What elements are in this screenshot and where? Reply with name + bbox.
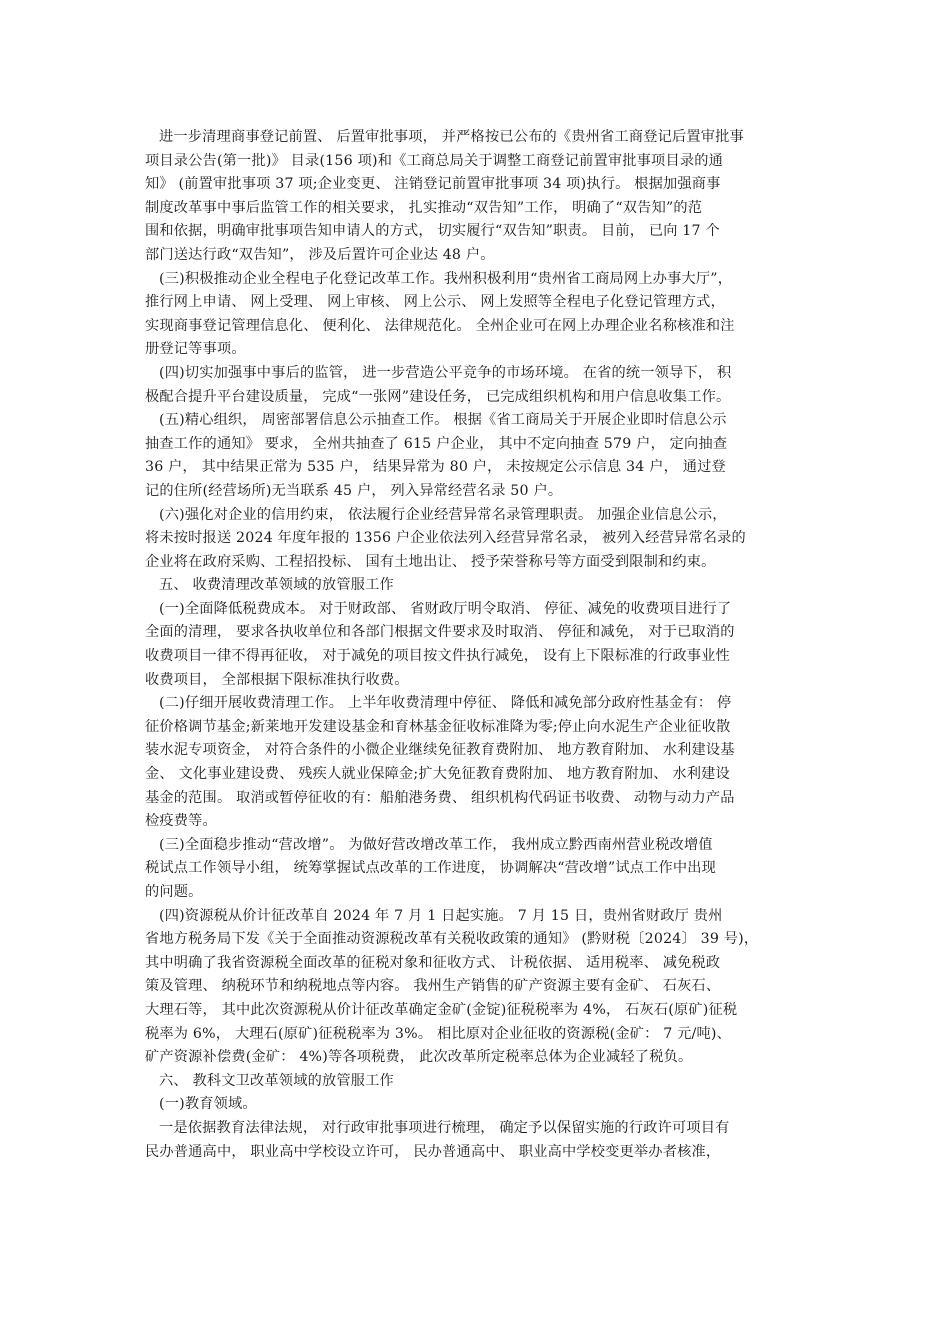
paragraph [145, 598, 811, 692]
text-line: 税率为 6%， 大理石(原矿)征税税率为 3%。 相比原对企业征收的资源税(金矿： 7 元/吨)、 [145, 1025, 732, 1042]
text-line: (二)仔细开展收费清理工作。 上半年收费清理中停征、 降低和减免部分政府性基金有： 停 [159, 695, 732, 712]
text-line: 矿产资源补偿费(金矿： 4%)等各项税费， 此次改革所定税率总体为企业减轻了税负。 [145, 1049, 693, 1066]
text-line: 税试点工作领导小组， 统筹掌握试点改革的工作进度， 协调解决“营改增”试点工作中出现 [145, 860, 717, 877]
text-line: 推行网上申请、 网上受理、 网上审核、 网上公示、 网上发照等全程电子化登记管理方式， [145, 294, 725, 311]
text-line: 装水泥专项资金， 对符合条件的小微企业继续免征教育费附加、 地方教育附加、 水利建设基 [145, 742, 735, 759]
paragraph [145, 1070, 811, 1094]
text-line: (一)全面降低税费成本。 对于财政部、 省财政厅明令取消、 停征、减免的收费项目进行了 [159, 600, 732, 617]
text-line: 收费项目， 全部根据下限标准执行收费。 [145, 671, 409, 688]
text-line: (三)积极推动企业全程电子化登记改革工作。我州积极利用“贵州省工商局网上办事大厅”， [159, 270, 733, 287]
text-line: 民办普通高中， 职业高中学校设立许可， 民办普通高中、 职业高中学校变更举办者核准， [145, 1143, 721, 1160]
paragraph [145, 1093, 811, 1117]
text-line: 抽查工作的通知》 要求， 全州共抽查了 615 户企业， 其中不定向抽查 579 户， 定向抽查 [145, 435, 728, 452]
text-line: 一是依据教育法律法规， 对行政审批事项进行梳理， 确定予以保留实施的行政许可项目有 [159, 1119, 730, 1136]
text-line: 收费项目一律不得再征收， 对于减免的项目按文件执行减免， 设有上下限标准的行政事业性 [145, 648, 730, 665]
text-line: 将未按时报送 2024 年度年报的 1356 户企业依法列入经营异常名录， 被列入经营异常名录的 [145, 530, 746, 547]
text-line: 检疫费等。 [145, 813, 217, 830]
text-line: 征价格调节基金;新莱地开发建设基金和育林基金征收标准降为零;停止向水泥生产企业征收散 [145, 718, 731, 735]
paragraph [145, 905, 811, 1070]
text-line: 其中明确了我省资源税全面改革的征税对象和征收方式、 计税依据、 适用税率、 减免税政 [145, 954, 721, 971]
text-line: 知》 (前置审批事项 37 项;企业变更、 注销登记前置审批事项 34 项)执行。 根据加强商事 [145, 176, 721, 193]
text-line: 项目录公告(第一批)》 目录(156 项)和《工商总局关于调整工商登记前置审批事项目录的通 [145, 152, 723, 169]
paragraph [145, 362, 811, 409]
text-line: 进一步清理商事登记前置、 后置审批事项， 并严格按已公布的《贵州省工商登记后置审批事 [159, 129, 744, 145]
paragraph [145, 574, 811, 598]
text-line: 六、 教科文卫改革领域的放管服工作 [159, 1072, 394, 1089]
paragraph [145, 692, 811, 834]
text-line: 金、 文化事业建设费、 残疾人就业保障金;扩大免征教育费附加、 地方教育附加、 水利建设 [145, 766, 730, 783]
text-line: 大理石等， 其中此次资源税从价计征改革确定金矿(金锭)征税税率为 4%， 石灰石(原矿)征税 [145, 1001, 738, 1018]
text-line: 制度改革事中事后监管工作的相关要求， 扎实推动“双告知”工作， 明确了“双告知”的范 [145, 199, 703, 216]
text-line: 36 户， 其中结果正常为 535 户， 结果异常为 80 户， 未按规定公示信息 34 户， 通过登 [145, 459, 726, 476]
text-line: 企业将在政府采购、工程招投标、 国有土地出让、 授予荣誉称号等方面受到限制和约束。 [145, 553, 716, 570]
text-line: 全面的清理， 要求各执收单位和各部门根据文件要求及时取消、 停征和减免， 对于已取消的 [145, 624, 735, 641]
text-line: (一)教育领域。 [159, 1096, 257, 1113]
text-line: 册登记等事项。 [145, 341, 246, 358]
text-line: (五)精心组织， 周密部署信息公示抽查工作。 根据《省工商局关于开展企业即时信息公示 [159, 412, 727, 429]
text-line: 围和依据，明确审批事项告知申请人的方式， 切实履行“双告知”职责。 目前， 已向 17 个 [145, 223, 720, 240]
text-line: 省地方税务局下发《关于全面推动资源税改革有关税收政策的通知》 (黔财税〔2024〕 39 号)， [145, 931, 759, 948]
paragraph [145, 268, 811, 362]
text-line: (四)切实加强事中事后的监管， 进一步营造公平竞争的市场环境。 在省的统一领导下， 积 [159, 364, 732, 381]
paragraph [145, 504, 811, 575]
paragraph [145, 1117, 811, 1164]
text-line: 实现商事登记管理信息化、 便利化、 法律规范化。 全州企业可在网上办理企业名称核准和注 [145, 317, 735, 334]
text-line: 极配合提升平台建设质量， 完成“一张网”建设任务， 已完成组织机构和用户信息收集工作。 [145, 388, 731, 405]
text-line: (六)强化对企业的信用约束， 依法履行企业经营异常名录管理职责。 加强企业信息公示， [159, 506, 727, 523]
text-line: (四)资源税从价计征改革自 2024 年 7 月 1 日起实施。 7 月 15 日，贵州省财政厅 贵州 [159, 907, 723, 924]
paragraph [145, 126, 811, 268]
text-line: (三)全面稳步推动“营改增”。 为做好营改增改革工作， 我州成立黔西南州营业税改增值 [159, 836, 713, 853]
text-line: 策及管理、 纳税环节和纳税地点等内容。 我州生产销售的矿产资源主要有金矿、 石灰石、 [145, 978, 721, 995]
text-line: 部门送达行政“双告知”， 涉及后置许可企业达 48 户。 [145, 246, 495, 263]
text-line: 的问题。 [145, 884, 203, 900]
document-body [145, 126, 811, 1164]
text-line: 记的住所(经营场所)无当联系 45 户， 列入异常经营名录 50 户。 [145, 482, 563, 499]
paragraph [145, 409, 811, 503]
text-line: 五、 收费清理改革领域的放管服工作 [159, 577, 394, 594]
text-line: 基金的范围。 取消或暂停征收的有：船舶港务费、 组织机构代码证书收费、 动物与动力产品 [145, 789, 735, 806]
paragraph [145, 834, 811, 905]
